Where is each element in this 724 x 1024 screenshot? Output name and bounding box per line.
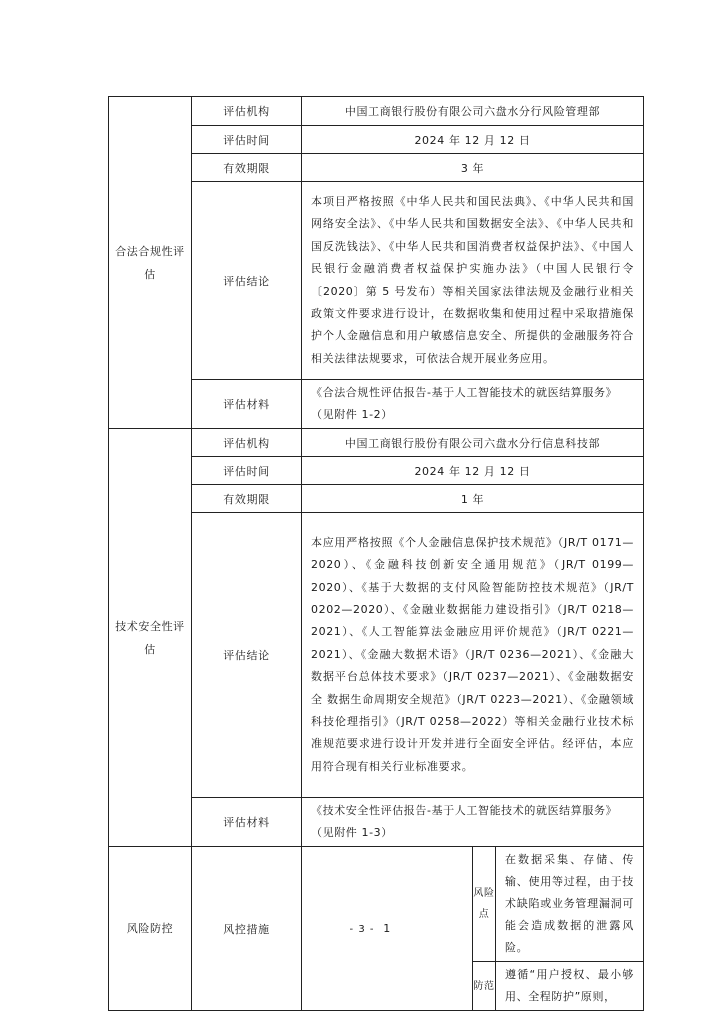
legal-time-value: 2024 年 12 月 12 日 xyxy=(302,126,644,154)
legal-material-label: 评估材料 xyxy=(192,380,302,429)
legal-material-text: 《合法合规性评估报告-基于人工智能技术的就医结算服务》（见附件 1-2） xyxy=(302,380,644,429)
risk-item-number: 1 xyxy=(302,847,473,1011)
legal-org-label: 评估机构 xyxy=(192,97,302,126)
prevention-row xyxy=(473,962,643,1011)
tech-conclusion-text: 本应用严格按照《个人金融信息保护技术规范》（JR/T 0171—2020）、《金融科技创新安全通用规范》（JR/T 0199—2020）、《基于大数据的支付风险智能防控技术规范》（JR/T 0202—2020）、《金融业数据能力建设指引》（JR/T 0218—2021）、《人工智能算法金融应用评价规范》（JR/T 0221—2021）、《金融大数据术语》（JR/T 0236—2021）、《金融大数据平台总体技术要求》（JR/T 0237—2021）、《金融数据安全 数据生命周期安全规范》（JR/T 0223—2021）、《金融领域科技伦理指引》（JR/T 0258—2022）等相关金融行业技术标准规范要求进行设计开发并进行全面安全评估。经评估，本应用符合现有相关行业标准要求。 xyxy=(302,513,644,798)
prevention-text: 遵循“用户授权、最小够用、全程防护”原则， xyxy=(496,962,644,1011)
risk-point-row xyxy=(473,847,643,962)
section-tech-title: 技术安全性评估 xyxy=(109,429,192,847)
legal-conclusion-label: 评估结论 xyxy=(192,182,302,380)
risk-measure-label: 风控措施 xyxy=(192,847,302,1011)
page-number: - 3 - xyxy=(349,924,375,935)
risk-point-text: 在数据采集、存储、传输、使用等过程，由于技术缺陷或业务管理漏洞可能会造成数据的泄露风险。 xyxy=(505,853,634,954)
risk-point-tag: 风险点 xyxy=(473,847,496,962)
tech-conclusion-label: 评估结论 xyxy=(192,513,302,798)
tech-material-text: 《技术安全性评估报告-基于人工智能技术的就医结算服务》（见附件 1-3） xyxy=(302,798,644,847)
legal-org-value: 中国工商银行股份有限公司六盘水分行风险管理部 xyxy=(302,97,644,126)
legal-time-label: 评估时间 xyxy=(192,126,302,154)
prevention-tag: 防范 xyxy=(473,962,496,1011)
table-row xyxy=(109,97,644,126)
legal-validity-label: 有效期限 xyxy=(192,154,302,182)
tech-validity-label: 有效期限 xyxy=(192,485,302,513)
tech-material-label: 评估材料 xyxy=(192,798,302,847)
tech-org-label: 评估机构 xyxy=(192,429,302,457)
tech-org-value: 中国工商银行股份有限公司六盘水分行信息科技部 xyxy=(302,429,644,457)
tech-time-value: 2024 年 12 月 12 日 xyxy=(302,457,644,485)
evaluation-table xyxy=(108,96,644,1011)
section-risk-title: 风险防控 xyxy=(109,847,192,1011)
table-row xyxy=(109,429,644,457)
tech-time-label: 评估时间 xyxy=(192,457,302,485)
tech-validity-value: 1 年 xyxy=(302,485,644,513)
section-legal-title: 合法合规性评估 xyxy=(109,97,192,429)
legal-conclusion-text: 本项目严格按照《中华人民共和国民法典》、《中华人民共和国网络安全法》、《中华人民共和国数据安全法》、《中华人民共和国反洗钱法》、《中华人民共和国消费者权益保护法》、《中国人民银行金融消费者权益保护实施办法》（中国人民银行令〔2020〕第 5 号发布）等相关国家法律法规及金融行业相关政策文件要求进行设计，在数据收集和使用过程中采取措施保护个人金融信息和用户敏感信息安全、所提供的金融服务符合相关法律法规要求，可依法合规开展业务应用。 xyxy=(302,182,644,380)
legal-validity-value: 3 年 xyxy=(302,154,644,182)
